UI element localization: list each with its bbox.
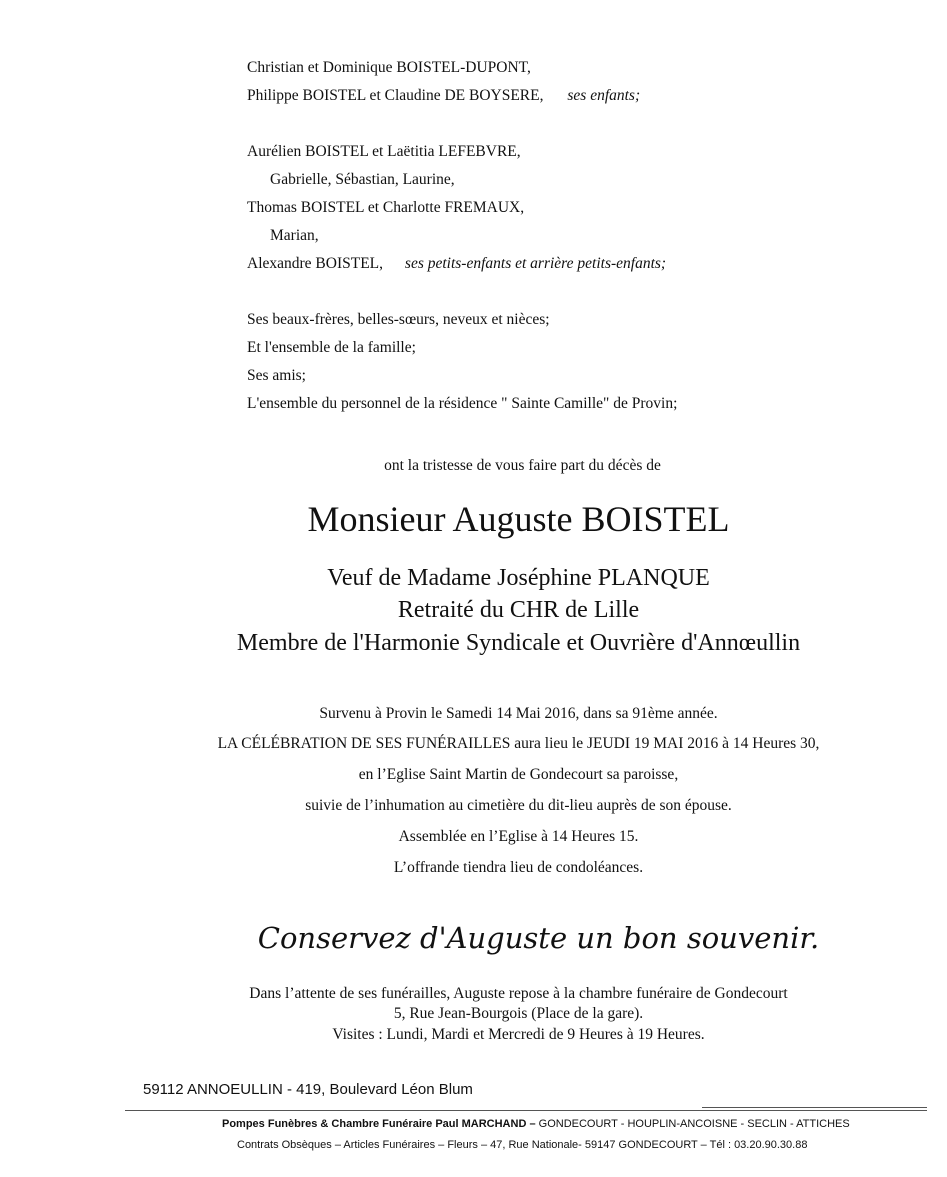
funeral-home-name: Pompes Funèbres & Chambre Funéraire Paul MARCHAND –	[222, 1118, 536, 1130]
child-line-2	[247, 86, 640, 106]
visitation-address-line: 5, Rue Jean-Bourgois (Place de la gare).	[393, 1005, 644, 1022]
retired-line: Retraité du CHR de Lille	[397, 597, 640, 623]
grandchild-line-3	[247, 254, 666, 274]
ceremony-line: LA CÉLÉBRATION DE SES FUNÉRAILLES aura lieu le JEUDI 19 MAI 2016 à 14 Heures 30,	[217, 735, 820, 752]
deceased-name: Monsieur Auguste BOISTEL	[307, 499, 730, 539]
visitation-line-1: Dans l’attente de ses funérailles, Auguste repose à la chambre funéraire de Gondecourt	[249, 985, 788, 1002]
family-line: Et l'ensemble de la famille;	[247, 339, 416, 356]
extended-family-line: Ses beaux-frères, belles-sœurs, neveux et nièces;	[247, 311, 550, 328]
burial-line: suivie de l’inhumation au cimetière du dit-lieu auprès de son épouse.	[305, 797, 732, 814]
church-line: en l’Eglise Saint Martin de Gondecourt sa paroisse,	[358, 766, 679, 783]
funeral-home-locations: GONDECOURT - HOUPLIN-ANCOISNE - SECLIN - ATTICHES	[535, 1118, 850, 1130]
assembly-line: Assemblée en l’Eglise à 14 Heures 15.	[398, 828, 639, 845]
grandchild-line-1: Aurélien BOISTEL et Laëtitia LEFEBVRE,	[247, 143, 521, 160]
footer-company-line	[222, 1116, 850, 1132]
footer-services-line: Contrats Obsèques – Articles Funéraires – Fleurs – 47, Rue Nationale- 59147 GONDECOURT – Tél : 03.20.90.30.88	[237, 1139, 808, 1151]
widower-line: Veuf de Madame Joséphine PLANQUE	[327, 565, 710, 591]
great-grandchildren-line-1: Gabrielle, Sébastian, Laurine,	[270, 171, 455, 188]
footer-divider-accent	[702, 1107, 927, 1108]
grandchild-name-3: Alexandre BOISTEL,	[247, 255, 384, 272]
footer-divider	[125, 1110, 927, 1111]
child-name-2: Philippe BOISTEL et Claudine DE BOYSERE,	[247, 87, 544, 104]
visitation-hours-line: Visites : Lundi, Mardi et Mercredi de 9 Heures à 19 Heures.	[332, 1026, 705, 1043]
death-date-line: Survenu à Provin le Samedi 14 Mai 2016, dans sa 91ème année.	[319, 705, 718, 722]
residence-staff-line: L'ensemble du personnel de la résidence " Sainte Camille" de Provin;	[247, 395, 678, 412]
grandchild-line-2: Thomas BOISTEL et Charlotte FREMAUX,	[247, 199, 525, 216]
children-role: ses enfants;	[567, 87, 641, 104]
membership-line: Membre de l'Harmonie Syndicale et Ouvrière d'Annœullin	[236, 630, 801, 656]
family-address: 59112 ANNOEULLIN - 419, Boulevard Léon Blum	[143, 1081, 473, 1098]
child-line-1: Christian et Dominique BOISTEL-DUPONT,	[247, 59, 531, 76]
offering-line: L’offrande tiendra lieu de condoléances.	[393, 859, 644, 876]
farewell-message: Conservez d'Auguste un bon souvenir.	[257, 921, 820, 955]
announcement-text: ont la tristesse de vous faire part du décès de	[384, 457, 661, 474]
grandchildren-role: ses petits-enfants et arrière petits-enfants;	[404, 255, 667, 272]
great-grandchildren-line-2: Marian,	[270, 227, 319, 244]
friends-line: Ses amis;	[247, 367, 306, 384]
